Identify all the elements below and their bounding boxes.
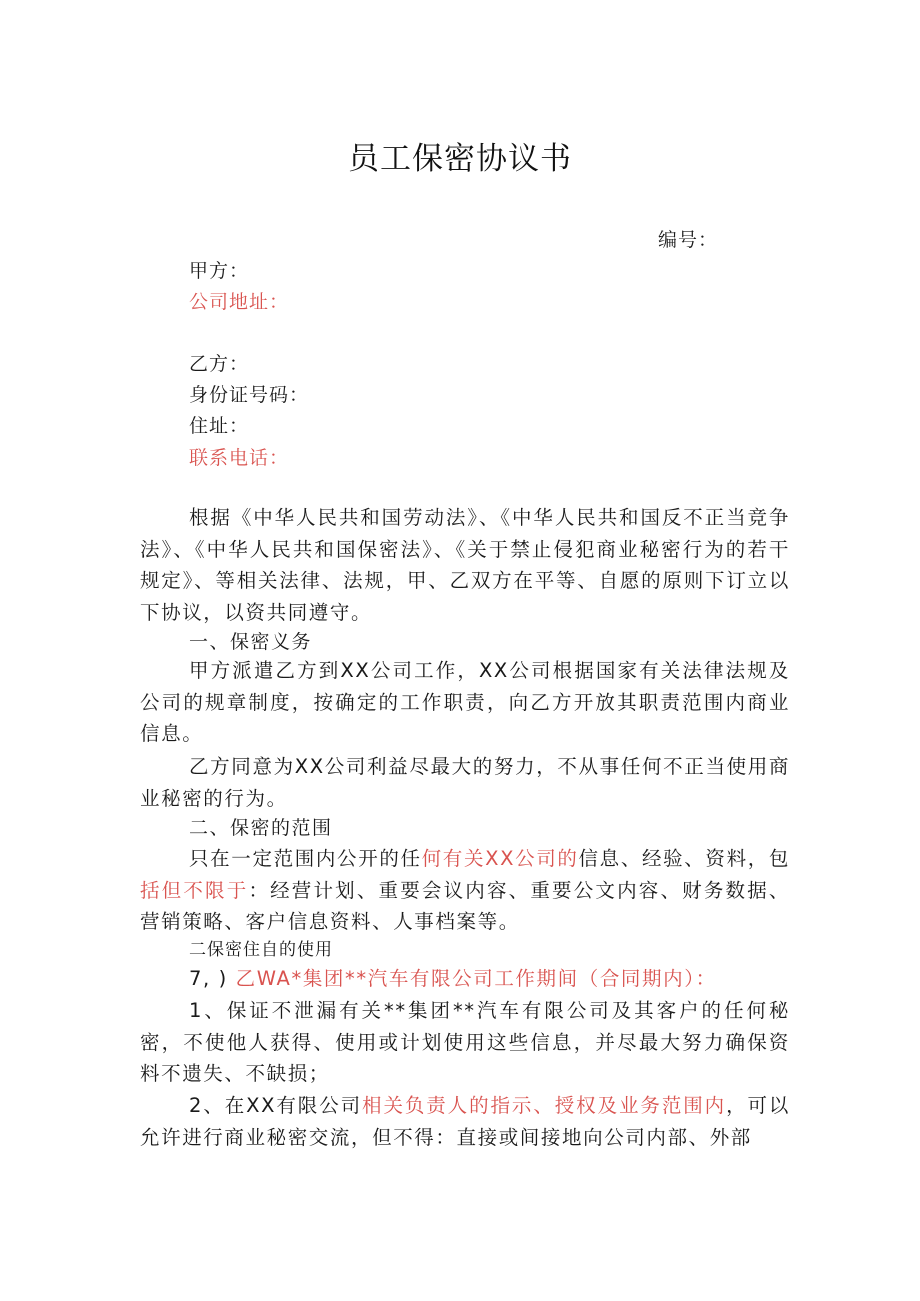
party-a-label: 甲方：: [189, 260, 250, 282]
section3-heading: 二保密住自的使用: [189, 940, 333, 960]
section3-item2-b: ，可以允许进行商业秘密交流，但不得：直接或间接地向公司内部、外部: [140, 1094, 790, 1149]
intro-paragraph: 根据《中华人民共和国劳动法》、《中华人民共和国反不正当竞争法》、《中华人民共和国保密法》、《关于禁止侵犯商业秘密行为的若干规定》、等相关法律、法规，甲、乙双方在平等、自愿的原则下订立以下协议，以资共同遵守。: [140, 506, 790, 624]
party-a-address-label: 公司地址：: [189, 291, 290, 313]
section3-item-1: 1、保证不泄漏有关**集团**汽车有限公司及其客户的任何秘密，不使他人获得、使用或计划使用这些信息，并尽最大努力确保资料不遗失、不缺损；: [140, 999, 790, 1085]
section3-intro-red: 乙WA*集团**汽车有限公司工作期间（合同期内）：: [235, 967, 717, 990]
section2-paragraph: [140, 843, 790, 938]
section3-intro-prefix: 7, ): [189, 967, 236, 990]
party-b-label: 乙方：: [189, 353, 250, 375]
document-title: 员工保密协议书: [348, 141, 572, 177]
section3-intro: [140, 963, 790, 995]
party-b-id-label: 身份证号码：: [189, 384, 310, 406]
section1-paragraph-2: 乙方同意为XX公司利益尽最大的努力，不从事任何不正当使用商业秘密的行为。: [140, 755, 790, 810]
section3-item2-red: 相关负责人的指示、授权及业务范围内: [362, 1094, 727, 1117]
section2-text-c: ：经营计划、重要会议内容、重要公文内容、财务数据、营销策略、客户信息资料、人事档案等。: [140, 878, 790, 933]
section1-heading: 一、保密义务: [189, 631, 313, 653]
party-b-address-label: 住址：: [189, 415, 250, 437]
number-label: 编号：: [658, 229, 719, 251]
section2-text-a: 只在一定范围内公开的任: [189, 847, 422, 870]
party-b-phone-label: 联系电话：: [189, 447, 290, 469]
section3-item2-a: 2、在XX有限公司: [189, 1094, 363, 1117]
section2-text-b: 信息、经验、资料，包: [578, 847, 790, 870]
section3-item-2: [140, 1090, 790, 1153]
section2-heading: 二、保密的范围: [189, 817, 333, 839]
section2-text-red: 何有关XX公司的: [421, 847, 579, 870]
section1-paragraph-1: 甲方派遣乙方到XX公司工作，XX公司根据国家有关法律法规及公司的规章制度，按确定的工作职责，向乙方开放其职责范围内商业信息。: [140, 659, 790, 745]
section2-text-red2: 括但不限于: [140, 878, 249, 902]
